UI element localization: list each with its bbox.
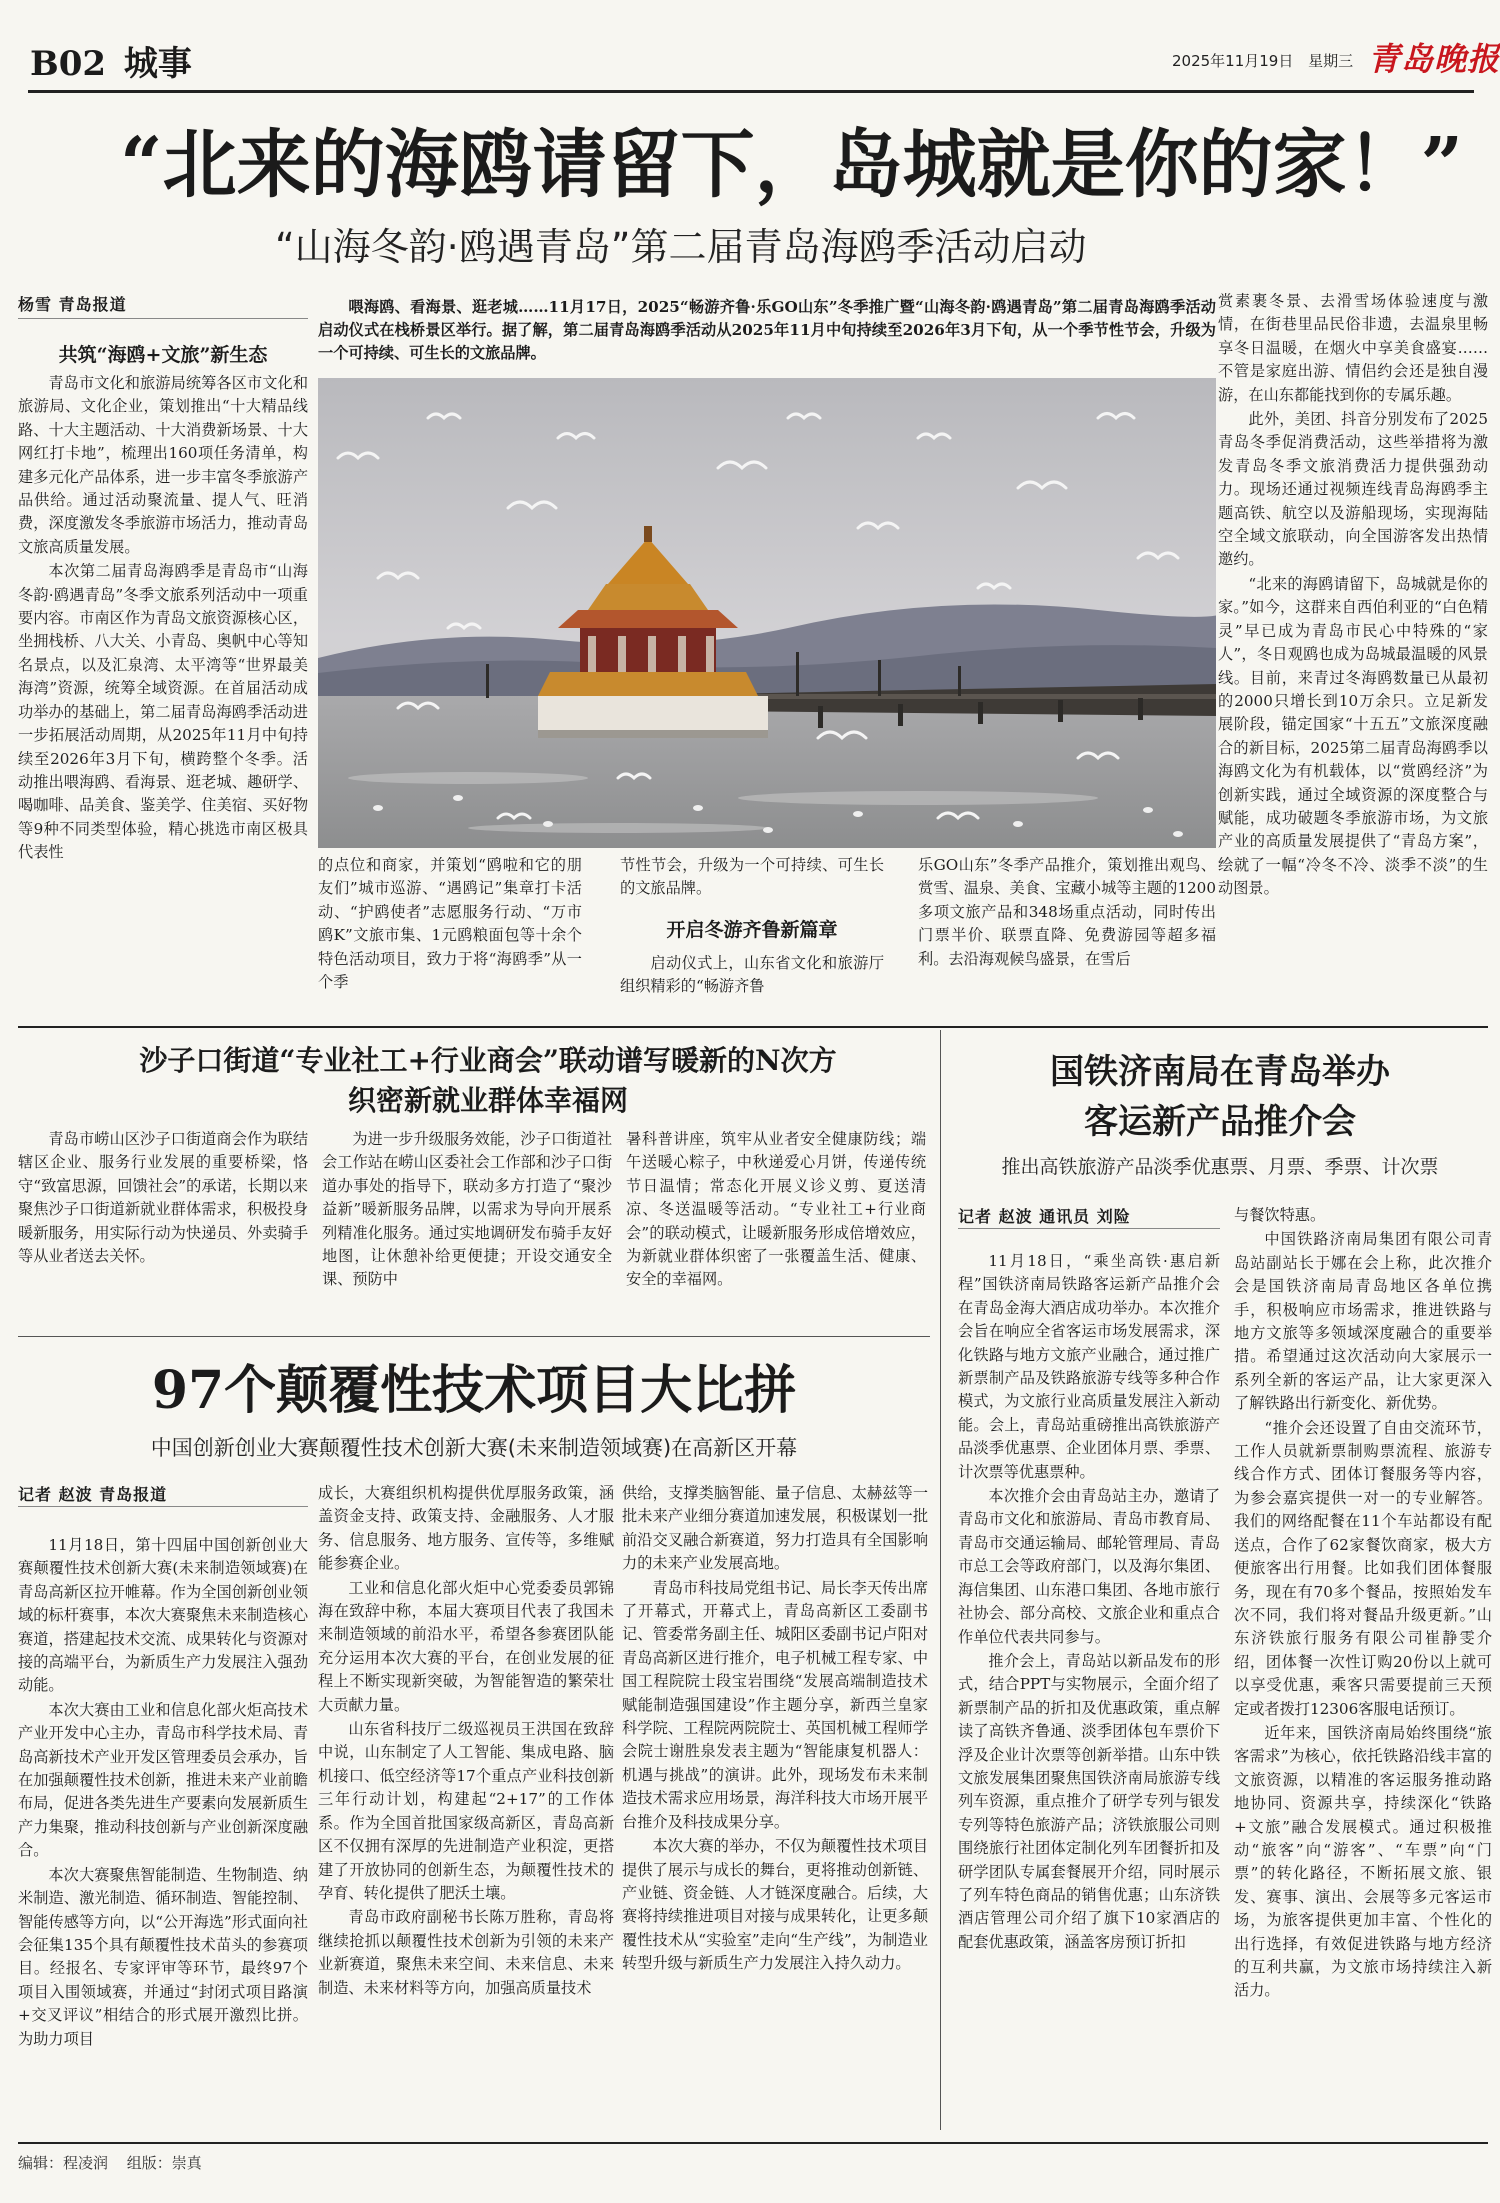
paragraph: 11月18日，第十四届中国创新创业大赛颠覆性技术创新大赛(未来制造领域赛)在青岛高新区拉开帷幕。作为全国创新创业领域的标杆赛事，本次大赛聚焦未来制造核心赛道，搭建起技术交流、成果转化与资源对接的高端平台，为新质生产力发展注入强劲动能。	[18, 1536, 308, 1695]
rail-subtitle: 推出高铁旅游产品淡季优惠票、月票、季票、计次票	[1001, 1156, 1439, 1178]
shazikou-column-1	[18, 1128, 308, 1328]
paragraph: 供给，支撑类脑智能、量子信息、太赫兹等一批未来产业细分赛道加速发展，积极谋划一批前沿交叉融合新赛道，努力打造具有全国影响力的未来产业发展高地。	[622, 1484, 928, 1573]
lead-subhead-2: 开启冬游齐鲁新篇章	[666, 918, 838, 941]
section-label	[30, 36, 192, 85]
lead-headline: “北来的海鸥请留下，岛城就是你的家！”	[120, 122, 1464, 208]
paragraph: 乐GO山东”冬季产品推介，策划推出观鸟、赏雪、温泉、美食、宝藏小城等主题的1200多项文旅产品和348场重点活动，同时传出门票半价、联票直降、免费游园等超多福利。去沿海观候鸟盛景，在雪后	[918, 856, 1216, 968]
layout-editor: 组版：崇真	[126, 2154, 202, 2172]
rail-column-1	[958, 1250, 1220, 2130]
paragraph: 青岛市崂山区沙子口街道商会作为联结辖区企业、服务行业发展的重要桥梁，恪守“致富思源，回馈社会”的承诺，长期以来聚焦沙子口街道新就业群体需求，积极投身暖新服务，用实际行动为快递员、外卖骑手等从业者送去关怀。	[18, 1130, 308, 1266]
weekday: 星期三	[1308, 52, 1354, 70]
paragraph: 11月18日，“乘坐高铁·惠启新程”国铁济南局铁路客运新产品推介会在青岛金海大酒店成功举办。本次推介会旨在响应全省客运市场发展需求，深化铁路与地方文旅产业融合，通过推广新票制产品及铁路旅游专线等多种合作模式，为文旅行业高质量发展注入新动能。会上，青岛站重磅推出高铁旅游产品淡季优惠票、企业团体月票、季票、计次票等优惠票种。	[958, 1252, 1220, 1481]
paragraph: 启动仪式上，山东省文化和旅游厅组织精彩的“畅游齐鲁	[620, 953, 884, 996]
paragraph: “北来的海鸥请留下，岛城就是你的家。”如今，这群来自西伯利亚的“白色精灵”早已成为青岛市民心中特殊的“家人”，冬日观鸥也成为岛城最温暖的风景线。目前，来青过冬海鸥数量已从最初的2000只增长到10万余只。立足新发展阶段，锚定国家“十五五”文旅深度融合的新目标，2025第二届青岛海鸥季以海鸥文化为有机载体，以“赏鸥经济”为创新实践，通过全域资源的深度整合与赋能，成功破题冬季旅游市场，为文旅产业的高质量发展提供了“青岛方案”，绘就了一幅“冷冬不冷、淡季不淡”的生动图景。	[1218, 574, 1488, 898]
section-name: 城事	[123, 44, 192, 84]
lead-column-5	[1218, 290, 1488, 1024]
masthead-logo: 青岛晚报	[1368, 40, 1500, 78]
shazikou-column-3	[626, 1128, 926, 1328]
lead-column-4	[918, 854, 1216, 1024]
byline-rule	[18, 1506, 308, 1507]
paragraph: 青岛市文化和旅游局统筹各区市文化和旅游局、文化企业，策划推出“十大精品线路、十大主题活动、十大消费新场景、十大网红打卡地”，梳理出160项任务清单，构建多元化产品体系，进一步丰富冬季旅游产品供给。通过活动聚流量、提人气、旺消费，深度激发冬季旅游市场活力，推动青岛文旅高质量发展。	[18, 374, 308, 556]
issue-date	[1172, 50, 1353, 71]
paragraph: 此外，美团、抖音分别发布了2025青岛冬季促消费活动，这些举措将为激发青岛冬季文旅消费活力提供强劲动力。现场还通过视频连线青岛海鸥季主题高铁、航空以及游船现场，实现海陆空全域文旅联动，向全国游客发出热情邀约。	[1218, 410, 1488, 569]
paragraph: 的点位和商家，并策划“鸥啦和它的朋友们”城市巡游、“遇鸥记”集章打卡活动、“护鸥使者”志愿服务行动、“万市鸥K”文旅市集、1元鸥粮面包等十余个特色活动项目，致力于将“海鸥季”从一个季	[318, 856, 582, 992]
paragraph: 山东省科技厅二级巡视员王洪国在致辞中说，山东制定了人工智能、集成电路、脑机接口、低空经济等17个重点产业科技创新三年行动计划，构建起“2+17”的工作体系。作为全国首批国家级高新区，青岛高新区不仅拥有深厚的先进制造产业积淀，更搭建了开放协同的创新生态，为颠覆性技术的孕育、转化提供了肥沃土壤。	[318, 1720, 614, 1902]
paragraph: 本次大赛的举办，不仅为颠覆性技术项目提供了展示与成长的舞台，更将推动创新链、产业链、资金链、人才链深度融合。后续，大赛将持续推进项目对接与成果转化，让更多颠覆性技术从“实验室”走向“生产线”，为制造业转型升级与新质生产力发展注入持久动力。	[622, 1837, 928, 1973]
lead-column-1	[18, 372, 308, 1022]
rail-title-1: 国铁济南局在青岛举办	[1050, 1052, 1390, 1092]
paragraph: 成长，大赛组织机构提供优厚服务政策，涵盖资金支持、政策支持、金融服务、人才服务、信息服务、地方服务、宣传等，多维赋能参赛企业。	[318, 1484, 614, 1573]
header-rule	[28, 90, 1474, 93]
paragraph: 青岛市科技局党组书记、局长李天传出席了开幕式，开幕式上，青岛高新区工委副书记、管委常务副主任、城阳区委副书记卢阳对青岛高新区进行推介，电子机械工程专家、中国工程院院士段宝岩围绕“发展高端制造技术 赋能制造强国建设”作主题分享，新西兰皇家科学院、工程院两院院士、英国机械工程师学会院士谢胜泉发表主题为“智能康复机器人：机遇与挑战”的演讲。此外，现场发布未来制造技术需求应用场景，海洋科技大市场开展平台推介及科技成果分享。	[622, 1578, 928, 1831]
section-divider	[18, 1026, 1488, 1028]
footer-rule	[18, 2142, 1488, 2144]
shazikou-title-2: 织密新就业群体幸福网	[347, 1084, 628, 1117]
paragraph: 本次大赛聚焦智能制造、生物制造、纳米制造、激光制造、循环制造、智能控制、智能传感等方向，以“公开海选”形式面向社会征集135个具有颠覆性技术苗头的参赛项目。经报名、专家评审等环节，最终97个项目入围领域赛，并通过“封闭式项目路演+交叉评议”相结合的形式展开激烈比拼。为助力项目	[18, 1865, 308, 2048]
lead-column-2	[318, 854, 582, 1024]
date: 2025年11月19日	[1172, 52, 1294, 70]
section-code: B02	[30, 44, 107, 84]
paragraph: 本次第二届青岛海鸥季是青岛市“山海冬韵·鸥遇青岛”冬季文旅系列活动中一项重要内容。市南区作为青岛文旅资源核心区，坐拥栈桥、八大关、小青岛、奥帆中心等知名景点，以及汇泉湾、太平湾等“世界最美海湾”资源，统筹全域资源。在首届活动成功举办的基础上，第二届青岛海鸥季活动进一步拓展活动周期，从2025年11月中旬持续至2026年3月下旬，横跨整个冬季。活动推出喂海鸥、看海景、逛老城、趣研学、喝咖啡、品美食、鉴美学、住美宿、买好物等9种不同类型体验，精心挑选市南区极具代表性	[18, 562, 308, 862]
rail-column-2	[1234, 1204, 1492, 2130]
shazikou-title-1: 沙子口街道“专业社工+行业商会”联动谱写暖新的N次方	[139, 1044, 837, 1077]
lead-column-3	[620, 854, 884, 1024]
shazikou-column-2	[322, 1128, 612, 1328]
paragraph: 本次推介会由青岛站主办，邀请了青岛市文化和旅游局、青岛市教育局、青岛市交通运输局、邮轮管理局、青岛市总工会等政府部门，以及海尔集团、海信集团、山东港口集团、各地市旅行社协会、部分高校、文旅企业和重点合作单位代表共同参与。	[958, 1487, 1220, 1646]
column-divider-vertical	[940, 1030, 941, 2130]
paragraph: 节性节会，升级为一个可持续、可生长的文旅品牌。	[620, 856, 884, 898]
tech-column-2	[318, 1482, 614, 2130]
paragraph: 推介会上，青岛站以新品发布的形式，结合PPT与实物展示，全面介绍了新票制产品的折扣及优惠政策，重点解读了高铁齐鲁通、淡季团体包车票价下浮及企业计次票等创新举措。山东中铁文旅发展集团聚焦国铁济南局旅游专线列车资源，重点推介了研学专列与银发专列等特色旅游产品；济铁旅服公司则围绕旅行社团体定制化列车团餐折扣及研学团队专属套餐展开介绍，同时展示了列车特色商品的销售优惠；山东济铁酒店管理公司介绍了旗下10家酒店的配套优惠政策，涵盖客房预订折扣	[958, 1651, 1220, 1951]
tech-title: 97个颠覆性技术项目大比拼	[151, 1360, 797, 1421]
lead-subhead-1: 共筑“海鸥+文旅”新生态	[58, 344, 268, 366]
paragraph: 赏素裹冬景、去滑雪场体验速度与激情，在街巷里品民俗非遗，去温泉里畅享冬日温暖，在烟火中享美食盛宴……不管是家庭出游、情侣约会还是独自漫游，在山东都能找到你的专属乐趣。	[1218, 292, 1488, 404]
byline-rule	[18, 318, 308, 319]
lead-byline: 杨雪 青岛报道	[18, 295, 127, 314]
paragraph: 近年来，国铁济南局始终围绕“旅客需求”为核心，依托铁路沿线丰富的文旅资源，以精准的客运服务推动路地协同、资源共享，持续深化“铁路+文旅”融合发展模式。通过积极推动“旅客”向“游客”、“车票”向“门票”的转化路径，不断拓展文旅、银发、赛事、演出、会展等多元客运市场，为旅客提供更加丰富、个性化的出行选择，有效促进铁路与地方经济的互利共赢，为文旅市场持续注入新活力。	[1234, 1723, 1492, 2000]
tech-column-3	[622, 1482, 928, 2130]
paragraph: 工业和信息化部火炬中心党委委员郭锦海在致辞中称，本届大赛项目代表了我国未来制造领域的前沿水平，希望各参赛团队能充分运用本次大赛的平台，在创业发展的征程上不断实现新突破，为智能智造的繁荣壮大贡献力量。	[318, 1578, 614, 1714]
footer-credits	[18, 2152, 202, 2173]
paragraph: 本次大赛由工业和信息化部火炬高技术产业开发中心主办，青岛市科学技术局、青岛高新技术产业开发区管理委员会承办，旨在加强颠覆性技术创新，推进未来产业前瞻布局，促进各类先进生产要素向发展新质生产力集聚，推动科技创新与产业创新深度融合。	[18, 1700, 308, 1860]
rail-byline: 记者 赵波 通讯员 刘险	[958, 1207, 1131, 1226]
paragraph: 中国铁路济南局集团有限公司青岛站副站长于娜在会上称，此次推介会是国铁济南局青岛地区各单位携手，积极响应市场需求，推进铁路与地方文旅等多领域深度融合的重要举措。希望通过这次活动向大家展示一系列全新的客运产品，让大家更深入了解铁路出行新变化、新优势。	[1234, 1230, 1492, 1413]
tech-column-1	[18, 1534, 308, 2130]
section-divider	[18, 1336, 930, 1337]
lead-subheadline: “山海冬韵·鸥遇青岛”第二届青岛海鸥季活动启动	[275, 225, 1087, 269]
tech-byline: 记者 赵波 青岛报道	[18, 1485, 168, 1504]
photo-zhanqiao-seagulls	[318, 378, 1216, 848]
lead-intro: 喂海鸥、看海景、逛老城……11月17日，2025“畅游齐鲁·乐GO山东”冬季推广暨“山海冬韵·鸥遇青岛”第二届青岛海鸥季活动启动仪式在栈桥景区举行。据了解，第二届青岛海鸥季活动从2025年11月中旬持续至2026年3月下旬，从一个季节性节会，升级为一个可持续、可生长的文旅品牌。	[318, 298, 1216, 362]
paragraph: “推介会还设置了自由交流环节，工作人员就新票制购票流程、旅游专线合作方式、团体订餐服务等内容，为参会嘉宾提供一对一的专业解答。我们的网络配餐在11个车站都设有配送点，合作了62家餐饮商家，极大方便旅客出行用餐。比如我们团体餐服务，现在有70多个餐品，按照始发车次不同，我们将对餐品升级更新。”山东济铁旅行服务有限公司崔静雯介绍，团体餐一次性订购20份以上就可以享受优惠，乘客只需要提前三天预定或者拨打12306客服电话预订。	[1234, 1418, 1492, 1718]
rail-title-2: 客运新产品推介会	[1084, 1102, 1356, 1142]
paragraph: 青岛市政府副秘书长陈万胜称，青岛将继续抢抓以颠覆性技术创新为引领的未来产业新赛道，聚焦未来空间、未来信息、未来制造、未来材料等方向，加强高质量技术	[318, 1908, 614, 1997]
editor: 编辑：程凌润	[18, 2154, 109, 2172]
tech-subtitle: 中国创新创业大赛颠覆性技术创新大赛(未来制造领域赛)在高新区开幕	[150, 1436, 798, 1460]
byline-rule	[958, 1228, 1220, 1229]
paragraph: 与餐饮特惠。	[1234, 1206, 1326, 1224]
paragraph: 暑科普讲座，筑牢从业者安全健康防线；端午送暖心粽子，中秋递爱心月饼，传递传统节日温情；常态化开展义诊义剪、夏送清凉、冬送温暖等活动。“专业社工+行业商会”的联动模式，让暖新服务形成倍增效应，为新就业群体织密了一张覆盖生活、健康、安全的幸福网。	[626, 1130, 926, 1289]
paragraph: 为进一步升级服务效能，沙子口街道社会工作站在崂山区委社会工作部和沙子口街道办事处的指导下，联动多方打造了“聚沙益新”暖新服务品牌，以需求为导向开展系列精准化服务。通过实地调研发布骑手友好地图，让休憩补给更便捷；开设交通安全课、预防中	[322, 1130, 612, 1289]
